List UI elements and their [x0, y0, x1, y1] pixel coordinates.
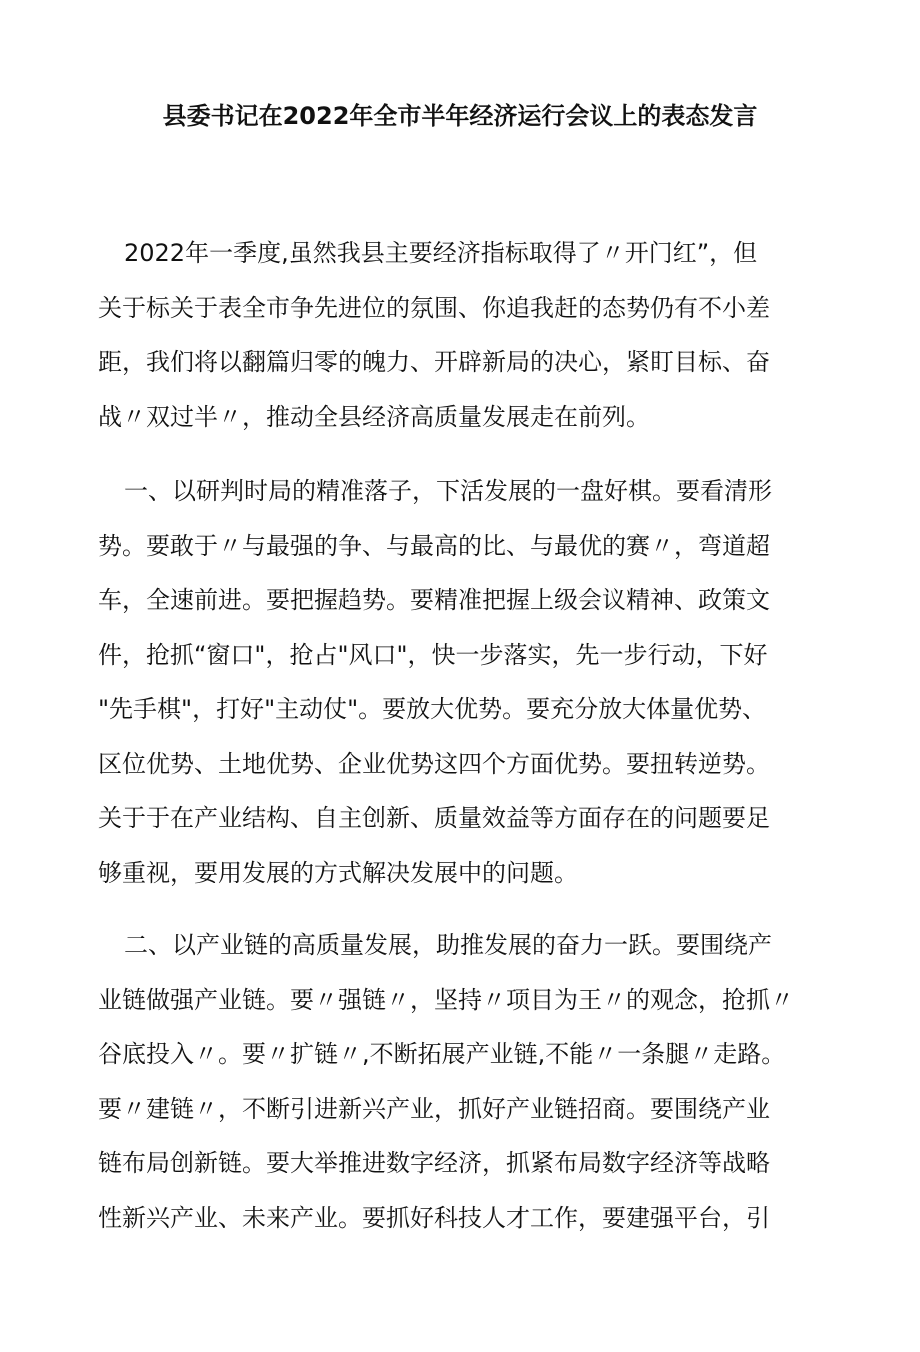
paragraph-line: 够重视，要用发展的方式解决发展中的问题。	[98, 858, 578, 887]
paragraph-line: "先手棋"，打好"主动仗"。要放大优势。要充分放大体量优势、	[98, 695, 767, 723]
paragraph-line: 要〃建链〃，不断引进新兴产业，抓好产业链招商。要围绕产业	[98, 1094, 770, 1123]
paragraph-line: 战〃双过半〃，推动全县经济高质量发展走在前列。	[98, 402, 650, 431]
paragraph-line: 2022年一季度,虽然我县主要经济指标取得了〃开门红”，但	[124, 239, 758, 267]
paragraph-line: 势。要敢于〃与最强的争、与最高的比、与最优的赛〃，弯道超	[98, 531, 770, 560]
paragraph-line: 性新兴产业、未来产业。要抓好科技人才工作，要建强平台，引	[98, 1203, 770, 1232]
paragraph-line: 区位优势、土地优势、企业优势这四个方面优势。要扭转逆势。	[98, 749, 770, 778]
paragraph-line: 二、以产业链的高质量发展，助推发展的奋力一跃。要围绕产	[124, 931, 772, 959]
paragraph-line: 关于标关于表全市争先进位的氛围、你追我赶的态势仍有不小差	[98, 293, 770, 322]
paragraph-2	[98, 464, 772, 900]
paragraph-line: 链布局创新链。要大举推进数字经济，抓紧布局数字经济等战略	[98, 1149, 770, 1177]
document-title: 县委书记在2022年全市半年经济运行会议上的表态发言	[162, 102, 758, 130]
paragraph-line: 件，抢抓“窗口"，抢占"风口"，快一步落实，先一步行动，下好	[98, 640, 768, 669]
paragraph-line: 距，我们将以翻篇归零的魄力、开辟新局的决心，紧盯目标、奋	[98, 348, 770, 376]
paragraph-line: 谷底投入〃。要〃扩链〃,不断拓展产业链,不能〃一条腿〃走路。	[98, 1040, 786, 1068]
paragraph-3	[98, 918, 794, 1245]
paragraph-line: 业链做强产业链。要〃强链〃，坚持〃项目为王〃的观念，抢抓〃	[98, 985, 794, 1014]
paragraph-1	[98, 226, 770, 444]
paragraph-line: 关于于在产业结构、自主创新、质量效益等方面存在的问题要足	[98, 804, 770, 832]
paragraph-line: 车，全速前进。要把握趋势。要精准把握上级会议精神、政策文	[98, 586, 770, 614]
paragraph-line: 一、以研判时局的精准落子，下活发展的一盘好棋。要看清形	[124, 477, 772, 505]
